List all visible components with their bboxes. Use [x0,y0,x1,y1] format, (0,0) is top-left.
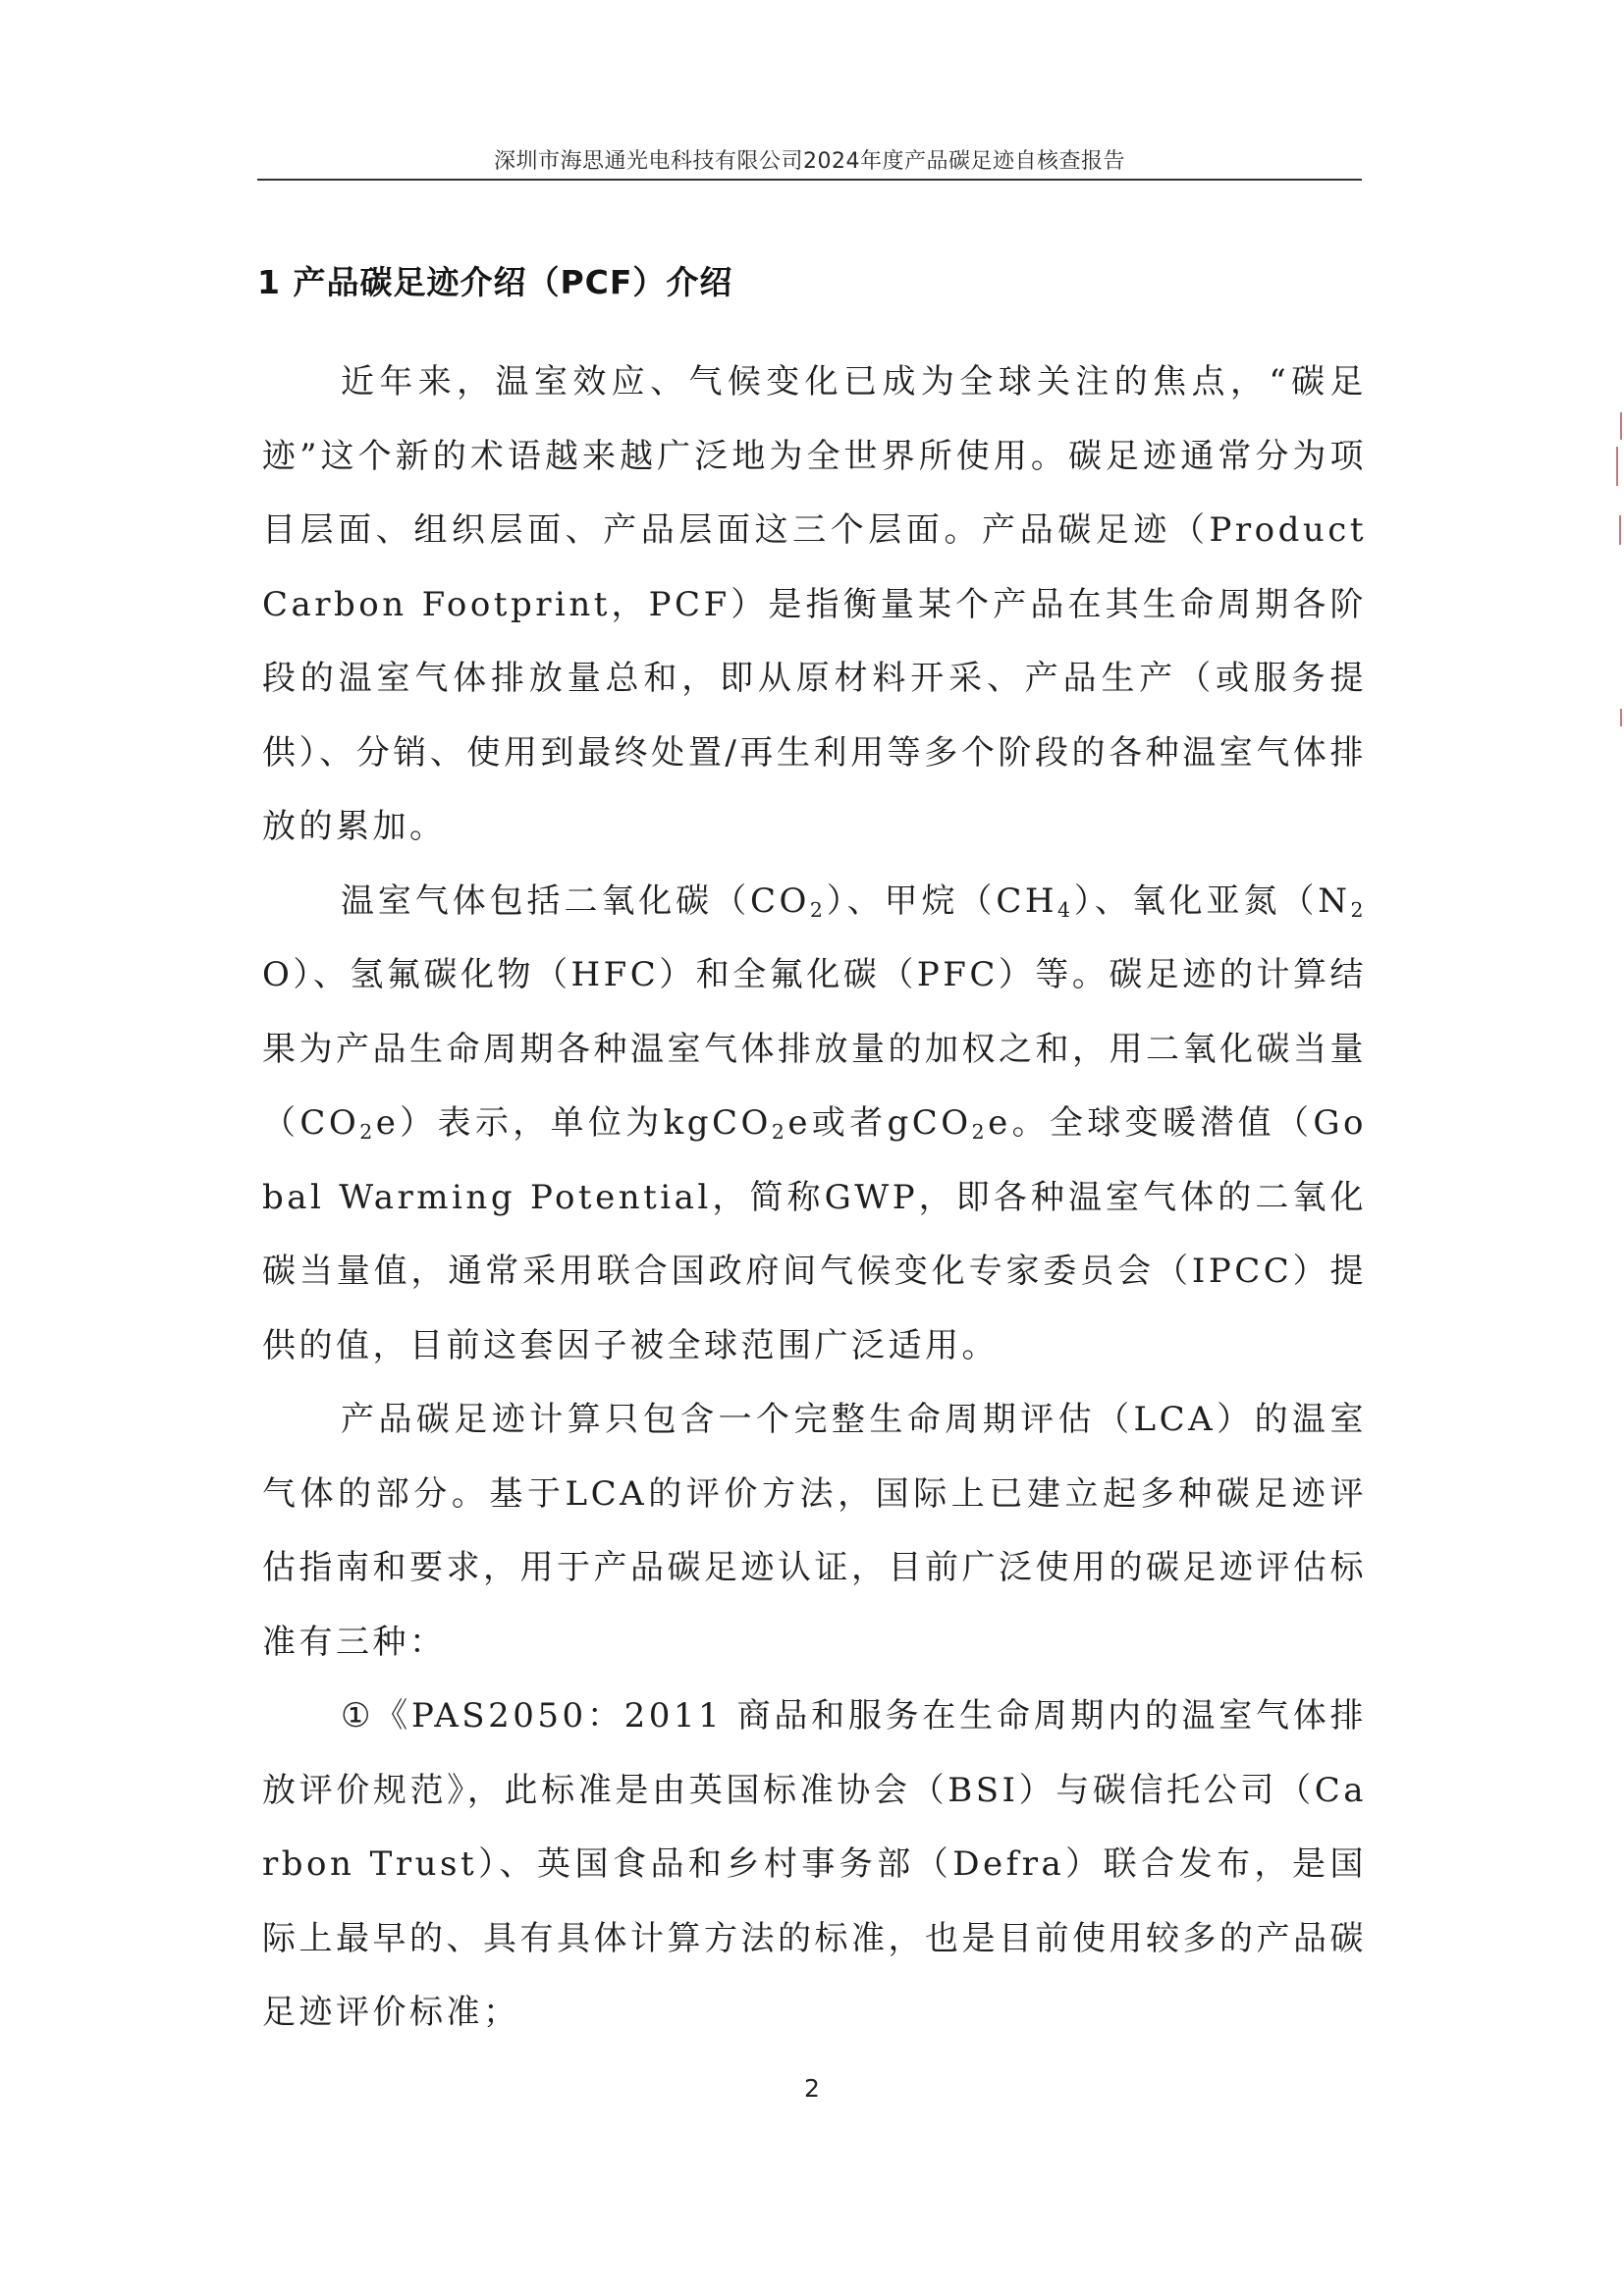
paragraph-intro: 近年来，温室效应、气候变化已成为全球关注的焦点，“碳足迹”这个新的术语越来越广泛地为全世界所使用。碳足迹通常分为项目层面、组织层面、产品层面这三个层面。产品碳足迹（Product Carbon Footprint，PCF）是指衡量某个产品在其生命周期各阶段的温室气体排放量总和，即从原材料开采、产品生产（或服务提供）、分销、使用到最终处置/再生利用等多个阶段的各种温室气体排放的累加。 [262,362,1367,846]
running-header: 深圳市海思通光电科技有限公司2024年度产品碳足迹自核查报告 [494,149,1125,174]
scan-artifact [1619,515,1621,545]
paragraph-lca: 产品碳足迹计算只包含一个完整生命周期评估（LCA）的温室气体的部分。基于LCA的评价方法，国际上已建立起多种碳足迹评估指南和要求，用于产品碳足迹认证，目前广泛使用的碳足迹评估标准有三种： [262,1400,1367,1662]
paragraph-pas2050: ①《PAS2050：2011 商品和服务在生命周期内的温室气体排放评价规范》，此标准是由英国标准协会（BSI）与碳信托公司（Carbon Trust）、英国食品和乡村事务部（Defra）联合发布，是国际上最早的、具有具体计算方法的标准，也是目前使用较多的产品碳 足迹评价标准； [262,1696,1367,2032]
header-divider [257,179,1362,181]
scan-artifact [1620,412,1622,440]
scan-artifact [1616,447,1618,486]
scan-artifact [1620,709,1622,726]
body-text [262,346,1367,2051]
paragraph-greenhouse-gases: 温室气体包括二氧化碳$(CO_2)$、甲烷$(CH_4)$、氧化亚氮$(N_2O)$、氢氟碳化物（HFC）和全氟化碳（PFC）等。碳足迹的计算结果为产品生命周期各种温室气体排放量的加权之和，用二氧化碳当量$(CO_2e)$表示，单位为kgCO$_2$e或者gCO$_2$e。全球变暖潜值（Gobal Warming Potential，简称GWP，即各种温室气体的二氧化碳当量值，通常采用联合国政府间气候变化专家委员会（IPCC）提供的值，目前这套因子被全球范围广泛适用。 [262,881,1368,1365]
page-number: 2 [804,2074,820,2103]
section-heading: 1 产品碳足迹介绍（PCF）介绍 [257,263,733,301]
